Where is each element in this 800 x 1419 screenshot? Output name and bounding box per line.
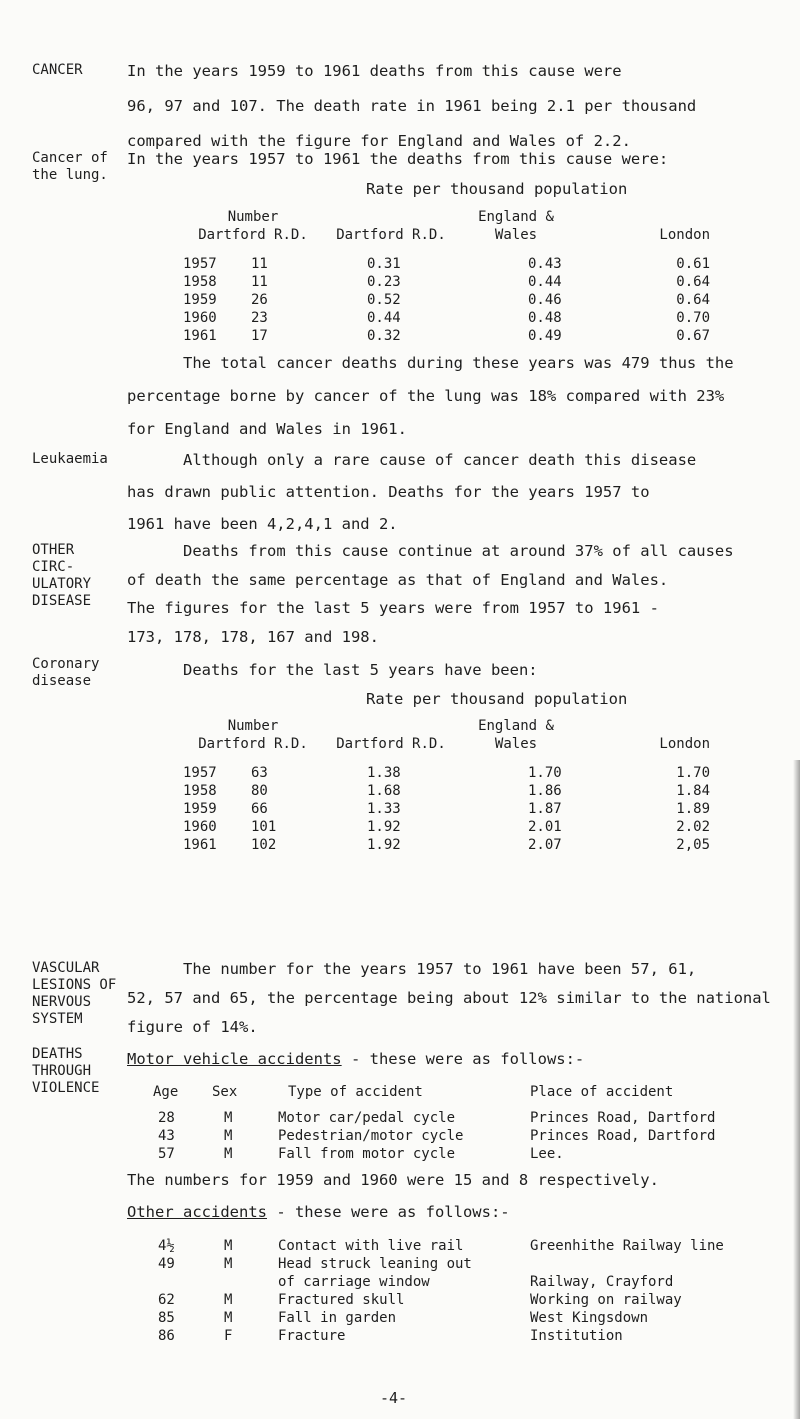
place-cell: Lee. <box>530 1146 564 1162</box>
dartford-rate-cell: 0.31 <box>367 256 401 272</box>
ew-rate-cell: 0.46 <box>528 292 562 308</box>
sex-cell: M <box>224 1238 233 1254</box>
section-label-cancer: CANCER <box>32 62 83 78</box>
london-rate-cell: 2.02 <box>676 819 710 835</box>
vascular-line-1: The number for the years 1957 to 1961 have been 57, 61, <box>183 960 697 978</box>
type-cell: of carriage window <box>278 1274 430 1290</box>
age-cell: 62 <box>158 1292 175 1308</box>
coronary-col-number-top: Number <box>227 718 279 734</box>
lung-col-dartford: Dartford R.D. <box>336 227 446 243</box>
lung-after-line-3: for England and Wales in 1961. <box>127 420 407 438</box>
vascular-line-2: 52, 57 and 65, the percentage being about 12% similar to the national <box>127 989 771 1007</box>
lung-intro: In the years 1957 to 1961 the deaths from this cause were: <box>127 150 669 168</box>
col-sex: Sex <box>212 1084 238 1100</box>
place-cell: Institution <box>530 1328 623 1344</box>
age-cell: 4½ <box>158 1238 175 1254</box>
motor-numbers-line: The numbers for 1959 and 1960 were 15 and 8 respectively. <box>127 1171 659 1189</box>
section-label-lung: Cancer of the lung. <box>32 150 108 183</box>
ew-rate-cell: 2.07 <box>528 837 562 853</box>
lung-col-ew-bottom: Wales <box>494 227 538 243</box>
place-cell: Railway, Crayford <box>530 1274 674 1290</box>
leukaemia-line-2: has drawn public attention. Deaths for the years 1957 to <box>127 483 650 501</box>
age-cell: 49 <box>158 1256 175 1272</box>
ew-rate-cell: 1.87 <box>528 801 562 817</box>
age-cell: 28 <box>158 1110 175 1126</box>
london-rate-cell: 1.89 <box>676 801 710 817</box>
sex-cell: M <box>224 1310 233 1326</box>
year-cell: 1957 <box>183 256 217 272</box>
year-cell: 1961 <box>183 328 217 344</box>
number-cell: 11 <box>251 256 268 272</box>
number-cell: 63 <box>251 765 268 781</box>
sex-cell: F <box>224 1328 233 1344</box>
year-cell: 1961 <box>183 837 217 853</box>
year-cell: 1958 <box>183 274 217 290</box>
ew-rate-cell: 0.48 <box>528 310 562 326</box>
london-rate-cell: 1.70 <box>676 765 710 781</box>
lung-col-number-bottom: Dartford R.D. <box>198 227 308 243</box>
coronary-intro: Deaths for the last 5 years have been: <box>183 661 538 679</box>
london-rate-cell: 0.64 <box>676 274 710 290</box>
place-cell: Princes Road, Dartford <box>530 1128 716 1144</box>
year-cell: 1960 <box>183 819 217 835</box>
dartford-rate-cell: 1.92 <box>367 819 401 835</box>
sex-cell: M <box>224 1146 233 1162</box>
lung-col-ew-top: England & <box>478 209 554 225</box>
dartford-rate-cell: 0.32 <box>367 328 401 344</box>
section-label-violence: DEATHS THROUGH VIOLENCE <box>32 1046 100 1096</box>
london-rate-cell: 0.67 <box>676 328 710 344</box>
motor-heading-suffix: - these were as follows:- <box>341 1050 585 1068</box>
motor-accidents-heading <box>127 1050 584 1068</box>
dartford-rate-cell: 1.68 <box>367 783 401 799</box>
place-cell: Princes Road, Dartford <box>530 1110 716 1126</box>
number-cell: 102 <box>251 837 277 853</box>
leukaemia-line-3: 1961 have been 4,2,4,1 and 2. <box>127 515 398 533</box>
cancer-line-1: In the years 1959 to 1961 deaths from this cause were <box>127 62 622 80</box>
dartford-rate-cell: 0.44 <box>367 310 401 326</box>
page-number: -4- <box>380 1389 408 1407</box>
coronary-col-london: London <box>659 736 710 752</box>
sex-cell: M <box>224 1292 233 1308</box>
place-cell: West Kingsdown <box>530 1310 649 1326</box>
type-cell: Fractured skull <box>278 1292 405 1308</box>
number-cell: 80 <box>251 783 268 799</box>
type-cell: Fracture <box>278 1328 346 1344</box>
year-cell: 1957 <box>183 765 217 781</box>
lung-col-london: London <box>659 227 710 243</box>
ew-rate-cell: 2.01 <box>528 819 562 835</box>
place-cell: Working on railway <box>530 1292 682 1308</box>
sex-cell: M <box>224 1110 233 1126</box>
age-cell: 86 <box>158 1328 175 1344</box>
london-rate-cell: 0.61 <box>676 256 710 272</box>
lung-after-line-1: The total cancer deaths during these years was 479 thus the <box>183 354 734 372</box>
cancer-line-2: 96, 97 and 107. The death rate in 1961 being 2.1 per thousand <box>127 97 697 115</box>
lung-after-line-2: percentage borne by cancer of the lung was 18% compared with 23% <box>127 387 725 405</box>
number-cell: 66 <box>251 801 268 817</box>
circ-line-3: The figures for the last 5 years were from 1957 to 1961 - <box>127 599 659 617</box>
type-cell: Contact with live rail <box>278 1238 464 1254</box>
circ-line-4: 173, 178, 178, 167 and 198. <box>127 628 379 646</box>
other-heading-suffix: - these were as follows:- <box>266 1203 510 1221</box>
col-type: Type of accident <box>288 1084 423 1100</box>
section-label-circulatory: OTHER CIRC- ULATORY DISEASE <box>32 542 92 609</box>
dartford-rate-cell: 0.23 <box>367 274 401 290</box>
year-cell: 1959 <box>183 801 217 817</box>
type-cell: Motor car/pedal cycle <box>278 1110 456 1126</box>
other-accidents-heading <box>127 1203 510 1221</box>
cancer-line-3: compared with the figure for England and Wales of 2.2. <box>127 132 631 150</box>
coronary-col-number-bottom: Dartford R.D. <box>198 736 308 752</box>
vascular-line-3: figure of 14%. <box>127 1018 258 1036</box>
dartford-rate-cell: 1.33 <box>367 801 401 817</box>
ew-rate-cell: 1.70 <box>528 765 562 781</box>
year-cell: 1960 <box>183 310 217 326</box>
circ-line-2: of death the same percentage as that of England and Wales. <box>127 571 669 589</box>
coronary-col-dartford: Dartford R.D. <box>336 736 446 752</box>
section-label-vascular: VASCULAR LESIONS OF NERVOUS SYSTEM <box>32 960 117 1027</box>
ew-rate-cell: 0.43 <box>528 256 562 272</box>
london-rate-cell: 2,05 <box>676 837 710 853</box>
number-cell: 17 <box>251 328 268 344</box>
section-label-leukaemia: Leukaemia <box>32 451 108 467</box>
dartford-rate-cell: 1.92 <box>367 837 401 853</box>
type-cell: Pedestrian/motor cycle <box>278 1128 464 1144</box>
year-cell: 1959 <box>183 292 217 308</box>
circ-line-1: Deaths from this cause continue at around 37% of all causes <box>183 542 734 560</box>
dartford-rate-cell: 0.52 <box>367 292 401 308</box>
ew-rate-cell: 1.86 <box>528 783 562 799</box>
london-rate-cell: 1.84 <box>676 783 710 799</box>
leukaemia-line-1: Although only a rare cause of cancer death this disease <box>183 451 697 469</box>
motor-heading-text: Motor vehicle accidents <box>127 1050 342 1068</box>
age-cell: 85 <box>158 1310 175 1326</box>
col-age: Age <box>153 1084 179 1100</box>
scan-edge-shadow <box>793 760 800 1419</box>
lung-rate-header: Rate per thousand population <box>366 180 628 198</box>
london-rate-cell: 0.70 <box>676 310 710 326</box>
lung-col-number-top: Number <box>227 209 279 225</box>
col-place: Place of accident <box>530 1084 674 1100</box>
section-label-coronary: Coronary disease <box>32 656 100 689</box>
ew-rate-cell: 0.44 <box>528 274 562 290</box>
coronary-col-ew-top: England & <box>478 718 554 734</box>
place-cell: Greenhithe Railway line <box>530 1238 724 1254</box>
sex-cell: M <box>224 1128 233 1144</box>
type-cell: Fall in garden <box>278 1310 397 1326</box>
coronary-rate-header: Rate per thousand population <box>366 690 628 708</box>
london-rate-cell: 0.64 <box>676 292 710 308</box>
coronary-col-ew-bottom: Wales <box>494 736 538 752</box>
sex-cell: M <box>224 1256 233 1272</box>
ew-rate-cell: 0.49 <box>528 328 562 344</box>
other-heading-text: Other accidents <box>127 1203 267 1221</box>
dartford-rate-cell: 1.38 <box>367 765 401 781</box>
type-cell: Fall from motor cycle <box>278 1146 456 1162</box>
number-cell: 26 <box>251 292 268 308</box>
year-cell: 1958 <box>183 783 217 799</box>
type-cell: Head struck leaning out <box>278 1256 472 1272</box>
number-cell: 11 <box>251 274 268 290</box>
number-cell: 23 <box>251 310 268 326</box>
number-cell: 101 <box>251 819 277 835</box>
age-cell: 43 <box>158 1128 175 1144</box>
age-cell: 57 <box>158 1146 175 1162</box>
